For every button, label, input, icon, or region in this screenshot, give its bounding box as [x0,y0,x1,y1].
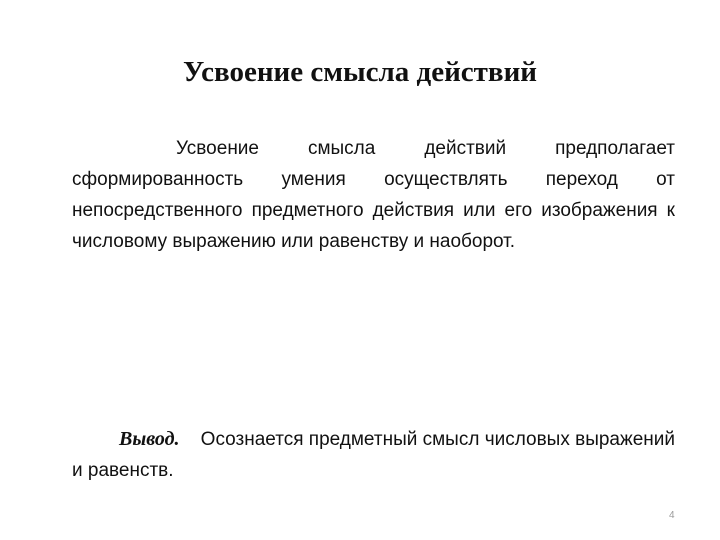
page-number: 4 [669,510,675,521]
slide-title: Усвоение смысла действий [182,56,537,88]
main-paragraph: Усвоение смысла действий предполагает сформированность умения осуществлять переход от непосредственного предметного действия или его изображения к числовому выражению или равенству и наоборот. [72,138,675,252]
conclusion-paragraph [72,424,675,486]
conclusion-label: Вывод. [119,428,180,450]
conclusion-text: Осознается предметный смысл числовых выражений и равенств. [72,429,675,481]
